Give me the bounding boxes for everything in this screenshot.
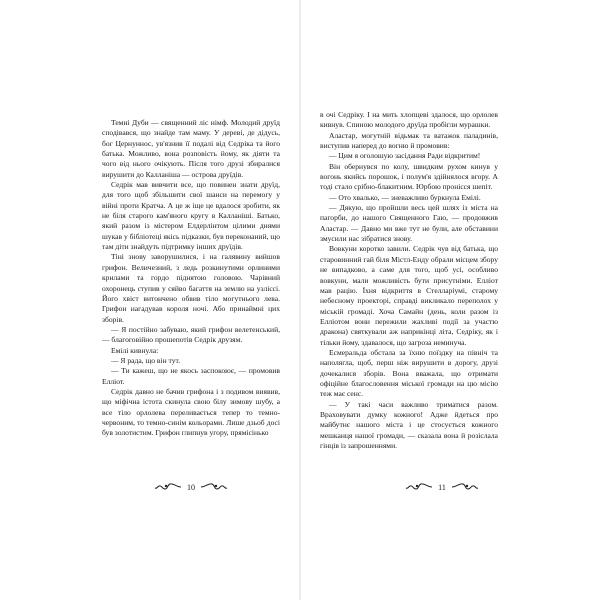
right-page (320, 110, 498, 451)
left-paragraph-2: Седрік мав вивчити все, що повинен знати друїд, для того щоб збільшити свої шанси на перемогу у війні проти Кратча. А це ж іще це вдалося зробити, як не біля старого кам'яного кругу в Калланіші. Батько, який разом із містером Елдерлінтом цілими днями шукав у бібліотеці якісь підказки, був переконаний, що там діти знайдуть підтримку інших друїдів. (102, 180, 280, 252)
left-paragraph-1: Темні Дуби — священний ліс німф. Молодий друїд сподівався, що знайде там маму. У дереві, де дідусь, бог Цернуннос, ув'язнив її подалі від Седріка та його батька. Можливо, вона розповість йому, як діяти та чого від нього очікують. Після того друзі збиралися вирушити до Калланіша — острова друїдів. (102, 118, 280, 179)
right-paragraph-1: в очі Седріку. І на мить хлопцеві здалося, що орлолев кивнув. Спиною молодого друїда пробігли мурашки. (320, 110, 498, 130)
right-paragraph-7: Вовкуни коротко завили. Седрік чув від батька, що старовинний гай біля Містл-Енду обрали місцем збору не випадково, а саме для того, щоб усі, особливо вовкуни, мали можливість бути присутніми. Елліот мав рацію. Їхня відкриття в Стелларіумі, старому небесному проекторі, справді викликало переполох у міській громаді. Хоча Самайн (день, коли разом із Елліотом вони пережили жахливі події за участю дракона) святкували аж наприкінці літа, Седріку, як і тільки йому, здавалося, що загроза неминуча. (320, 244, 498, 347)
right-paragraph-8: Есмеральда обстала за їхню поїздку на північ та наполягла, щоб, перш ніж вирушити в дорогу, друзі дочекалися зборів. Вона вважала, що отримати офіційне благословення міської громади на цю місію теж має сенс. (320, 347, 498, 399)
right-paragraph-9: — У такі часи важливо триматися разом. Враховувати думку кожного! Адже йдеться про майбутнє нашого міста і це стосується кожного мешканця нашої громади, — сказала вона й розіслала гінців із запрошеннями. (320, 399, 498, 450)
flourish-left-icon (405, 482, 433, 492)
flourish-right-icon (451, 482, 479, 492)
right-paragraph-6: — Дякую, що пройшли весь цей шлях із міста на пагорби, до нашого Священного Гаю, — продовжив Аластар. — Давно ми вже тут не були, але обставини змусили нас зібратися знову. (320, 203, 498, 244)
left-paragraph-3: Тіні знову заворушилися, і на галявину вийшов грифон. Величезний, з ледь розкинутими орлиними крилами та гордо піднятою головою. Чарівний охоронець ступив у сяйво багаття на землю на узліссі. Його хвіст витончено обвив тіло могутнього лева. Грифон нагадував короля ночі. Або принаймні цих зборів. (102, 252, 280, 324)
left-paragraph-8: Седрік давно не бачив грифона і з подивом виявив, що міфічна істота скинула свою білу зимову шубу, а все тіло орлолева переливається тепер то темно-червоним, то темно-синім кольорами. Лише дзьоб досі був золотистим. Грифон глипнув угору, прямісінько (102, 386, 280, 438)
left-page (102, 118, 280, 439)
left-paragraph-7: — Ти кажеш, що не якось заспокоює, — промовив Елліот. (102, 366, 280, 386)
flourish-right-icon (200, 482, 228, 492)
left-paragraph-4: — Я постійно забуваю, який грифон велетенський, — благоговійно прошепотів Седрік друзям. (102, 324, 280, 345)
page-number: 10 (187, 482, 195, 492)
right-paragraph-4: Він обернувся по колу, швидким рухом кинув у вогонь якийсь порошок, і полум'я здійнялося вгору. А тоді стало срібно-блакитним. Юрбою пронісся шепіт. (320, 161, 498, 192)
page-number: 11 (438, 482, 446, 492)
right-folio (402, 482, 482, 492)
left-folio (151, 482, 231, 492)
left-paragraph-5: Емілі кивнула: (111, 345, 159, 355)
right-paragraph-2: Аластар, могутній відьмак та ватажок паладинів, виступив наперед до вогню й промовив: (320, 130, 498, 151)
book-gutter (299, 0, 301, 600)
right-paragraph-5: — Ото хвалько, — зневажливо буркнула Емілі. (329, 192, 481, 202)
left-paragraph-6: — Я рада, що він тут. (111, 355, 181, 365)
flourish-left-icon (154, 482, 182, 492)
right-paragraph-3: — Цим я оголошую засідання Ради відкритим! (329, 151, 481, 161)
